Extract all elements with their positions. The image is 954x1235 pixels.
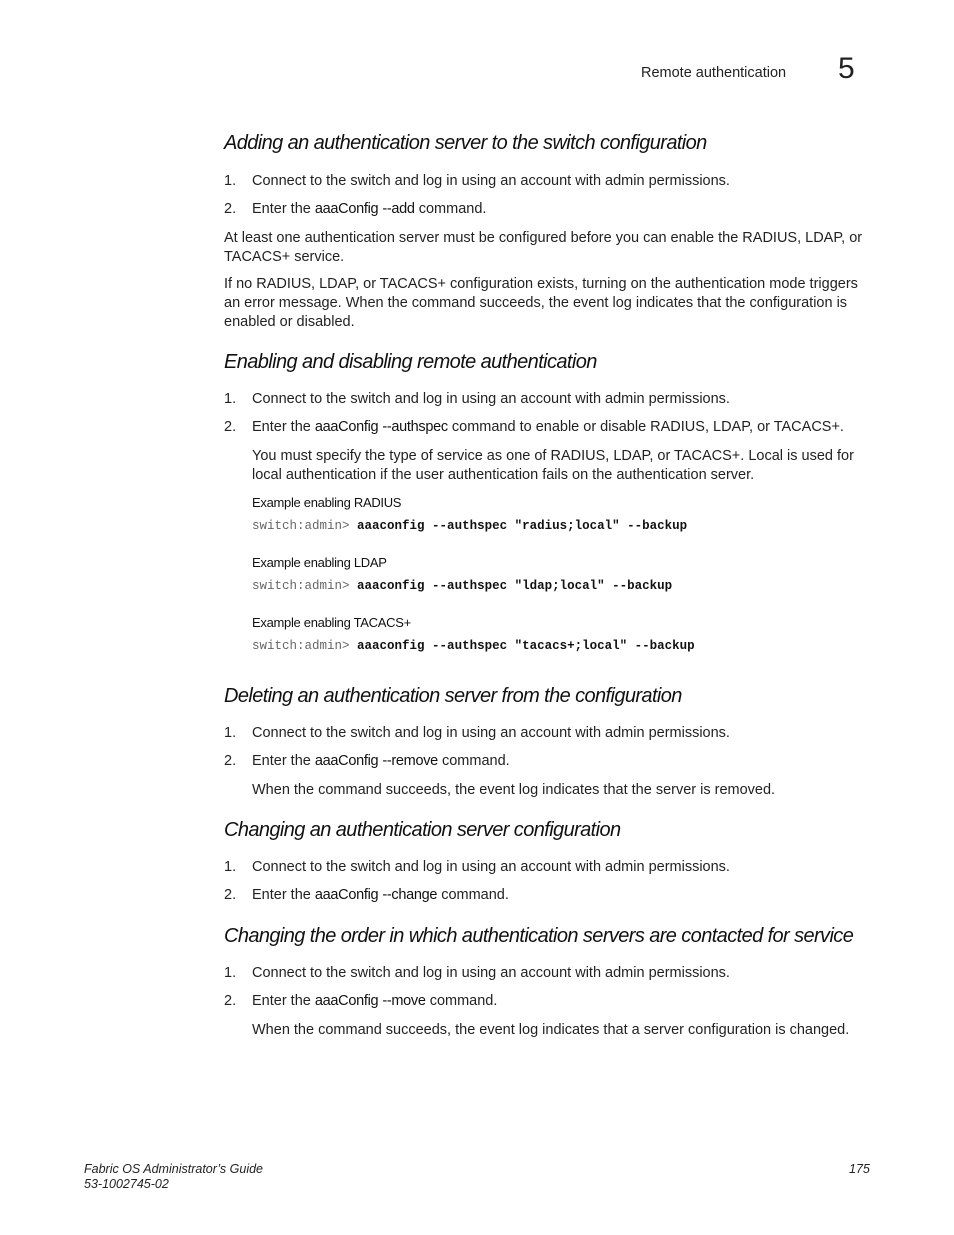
step-text: Enter the aaaConfig --change command. [252, 887, 509, 903]
step-text: Enter the aaaConfig --remove command. [252, 753, 510, 769]
step-text: Connect to the switch and log in using an account with admin permissions. [252, 391, 730, 407]
step-number: 2. [224, 887, 237, 903]
section-heading-changing-config: Changing an authentication server configuration [224, 819, 621, 841]
footer-doc-number: 53-1002745-02 [84, 1177, 169, 1191]
step-number: 1. [224, 965, 237, 981]
section-heading-changing-order: Changing the order in which authentication servers are contacted for service [224, 925, 854, 947]
step-number: 1. [224, 391, 237, 407]
step-text: Enter the aaaConfig --move command. [252, 993, 498, 1009]
command-name: aaaConfig [314, 887, 379, 903]
step-number: 2. [224, 201, 237, 217]
code-example: switch:admin> aaaconfig --authspec "tacacs+;local" --backup [252, 639, 695, 653]
step-text: Connect to the switch and log in using an account with admin permissions. [252, 859, 730, 875]
code-example: switch:admin> aaaconfig --authspec "ldap;local" --backup [252, 579, 673, 593]
command-name: aaaConfig [314, 201, 379, 217]
section-heading-adding-server: Adding an authentication server to the switch configuration [224, 132, 707, 154]
code-example: switch:admin> aaaconfig --authspec "radius;local" --backup [252, 519, 688, 533]
command-option: --move [382, 993, 426, 1009]
example-label: Example enabling TACACS+ [252, 615, 411, 630]
step-number: 1. [224, 173, 237, 189]
step-text: Connect to the switch and log in using an account with admin permissions. [252, 725, 730, 741]
step-note: When the command succeeds, the event log indicates that a server configuration is changed. [252, 1022, 850, 1038]
command-option: --add [382, 201, 415, 217]
command-name: aaaConfig [314, 419, 379, 435]
step-text: Enter the aaaConfig --add command. [252, 201, 487, 217]
paragraph: If no RADIUS, LDAP, or TACACS+ configuration exists, turning on the authentication mode triggers an error message. When the command succeeds, the event log indicates that the configuration is enabled or disabled. [224, 276, 858, 330]
command-option: --authspec [382, 419, 448, 435]
example-label: Example enabling LDAP [252, 555, 387, 570]
running-header-title: Remote authentication [641, 65, 787, 81]
footer-page-number: 175 [849, 1162, 870, 1176]
step-number: 2. [224, 419, 237, 435]
paragraph: At least one authentication server must be configured before you can enable the RADIUS, LDAP, or TACACS+ service. [224, 230, 863, 265]
step-number: 1. [224, 859, 237, 875]
command-option: --remove [382, 753, 438, 769]
footer-guide-title: Fabric OS Administrator’s Guide [84, 1162, 263, 1176]
section-heading-enabling-auth: Enabling and disabling remote authentication [224, 351, 597, 373]
command-name: aaaConfig [314, 753, 379, 769]
step-note: You must specify the type of service as one of RADIUS, LDAP, or TACACS+. Local is used for local authentication if the user authentication fails on the authentication server. [252, 448, 854, 483]
step-text: Connect to the switch and log in using an account with admin permissions. [252, 965, 730, 981]
command-name: aaaConfig [314, 993, 379, 1009]
command-option: --change [382, 887, 438, 903]
step-text: Enter the aaaConfig --authspec command to enable or disable RADIUS, LDAP, or TACACS+. [252, 419, 844, 435]
section-heading-deleting-server: Deleting an authentication server from the configuration [224, 685, 682, 707]
example-label: Example enabling RADIUS [252, 495, 402, 510]
step-number: 2. [224, 753, 237, 769]
step-note: When the command succeeds, the event log indicates that the server is removed. [252, 782, 776, 798]
step-number: 2. [224, 993, 237, 1009]
chapter-number: 5 [838, 52, 855, 85]
step-text: Connect to the switch and log in using an account with admin permissions. [252, 173, 730, 189]
step-number: 1. [224, 725, 237, 741]
